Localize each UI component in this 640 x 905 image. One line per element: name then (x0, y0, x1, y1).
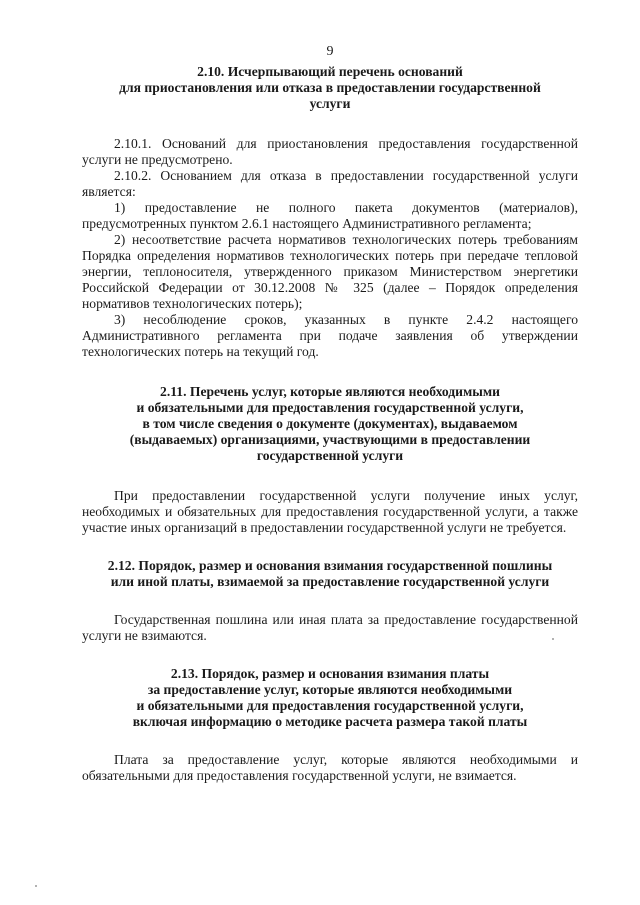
paragraph-2-10-1: 2.10.1. Оснований для приостановления предоставления государственной услуги не предусмотрено. (82, 136, 578, 167)
paragraph-2-12: Государственная пошлина или иная плата за предоставление государственной услуги не взимаются. (82, 612, 578, 643)
heading-line: и обязательными для предоставления государственной услуги, (136, 698, 524, 713)
heading-line: в том числе сведения о документе (документах), выдаваемом (142, 416, 518, 431)
heading-line: и обязательными для предоставления государственной услуги, (136, 400, 524, 415)
heading-line: включая информацию о методике расчета размера такой платы (132, 714, 528, 729)
paragraph-2-13: Плата за предоставление услуг, которые являются необходимыми и обязательными для предоставления государственной услуги, не взимается. (82, 752, 578, 783)
paragraph-2-10-2: 2.10.2. Основанием для отказа в предоставлении государственной услуги является: (82, 168, 578, 199)
section-2-13-heading (82, 666, 578, 730)
list-item-2: 2) несоответствие расчета нормативов технологических потерь требованиям Порядка определения нормативов технологических потерь при передаче тепловой энергии, теплоносителя, утвержденного приказом Министерством энергетики Российской Федерации от 30.12.2008 № 325 (далее – Порядок определения нормативов технологических потерь); (82, 232, 578, 311)
heading-line: или иной платы, взимаемой за предоставление государственной услуги (110, 574, 550, 589)
section-2-10-heading (82, 64, 578, 112)
section-2-12-heading (82, 558, 578, 590)
page-number: 9 (326, 44, 334, 59)
list-item-1: 1) предоставление не полного пакета документов (материалов), предусмотренных пунктом 2.6.1 настоящего Административного регламента; (82, 200, 578, 231)
scan-speck (35, 885, 37, 887)
heading-line: 2.13. Порядок, размер и основания взимания платы (170, 666, 490, 681)
scan-speck (552, 638, 554, 640)
heading-line: 2.10. Исчерпывающий перечень оснований (197, 64, 463, 79)
paragraph-2-11: При предоставлении государственной услуги получение иных услуг, необходимых и обязательных для предоставления государственной услуги, а также участие иных организаций в предоставлении государственной услуги не требуется. (82, 488, 578, 535)
heading-line: 2.11. Перечень услуг, которые являются необходимыми (160, 384, 500, 399)
heading-line: 2.12. Порядок, размер и основания взимания государственной пошлины (107, 558, 553, 573)
heading-line: услуги (309, 96, 351, 111)
list-item-3: 3) несоблюдение сроков, указанных в пункте 2.4.2 настоящего Административного регламента при подаче заявления об утверждении технологических потерь на текущий год. (82, 312, 578, 359)
section-2-11-heading (82, 384, 578, 464)
heading-line: для приостановления или отказа в предоставлении государственной (119, 80, 541, 95)
heading-line: за предоставление услуг, которые являются необходимыми (147, 682, 513, 697)
heading-line: государственной услуги (256, 448, 404, 463)
heading-line: (выдаваемых) организациями, участвующими в предоставлении (129, 432, 531, 447)
